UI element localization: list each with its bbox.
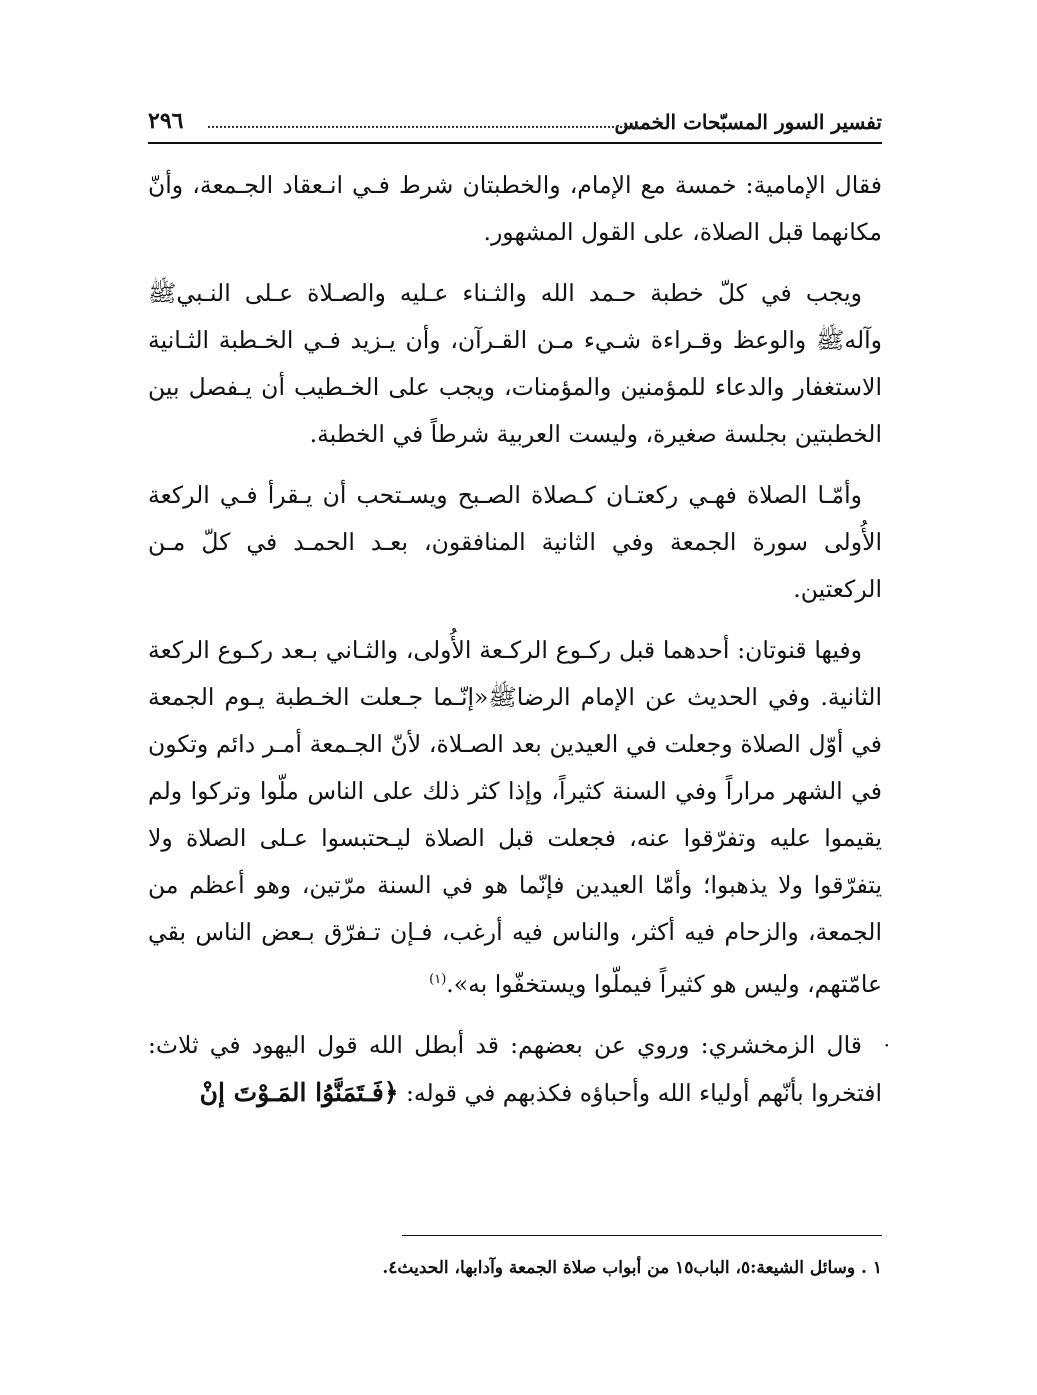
paragraph-5 xyxy=(148,1022,890,1117)
paragraph-5-text: قال الزمخشري: وروي عن بعضهم: قد أبطل الله قول اليهود في ثلاث: افتخروا بأنّهم أولياء الله وأحباؤه فكذبهم في قوله: xyxy=(148,1030,882,1107)
paragraph-1: فقال الإمامية: خمسة مع الإمام، والخطبتان شرط فـي انـعقاد الجـمعة، وأنّ مكانهما قبل الصلاة، على القول المشهور. xyxy=(148,171,882,246)
bullet-dot: · xyxy=(883,1032,890,1057)
running-header xyxy=(148,100,882,144)
page xyxy=(148,100,890,1300)
page-number: ٢٩٦ xyxy=(148,108,184,134)
paragraph-3: وأمّـا الصلاة فهـي ركعتـان كـصلاة الصـبح ويسـتحب أن يـقرأ فـي الركعة الأُولى سورة الجمعة وفي الثانية المنافقون، بعـد الحمـد في كلّ مـن الركعتين. xyxy=(148,481,882,603)
book-title: تفسير السور المسبّحات الخمس xyxy=(614,110,882,134)
quran-fragment: ﴿فَـتَمَنَّوُا المَـوْتَ إنْ xyxy=(199,1077,399,1107)
paragraph-2: ويجب في كلّ خطبة حـمد الله والثـناء عـليه والصـلاة عـلى النـبيﷺ وآلهﷺ والوعظ وقـراءة شـيء مـن القـرآن، وأن يـزيد فـي الخـطبة الثـانية الاستغفار والدعاء للمؤمنين والمؤمنات، ويجب على الخـطيب أن يـفصل بين الخطبتين بجلسة صغيرة، وليست العربية شرطاً في الخطبة. xyxy=(148,279,882,448)
footnote: ١ . وسائل الشيعة:٥، الباب١٥ من أبواب صلاة الجمعة وآدابها، الحديث٤. xyxy=(382,1258,882,1278)
body-text xyxy=(148,162,890,1131)
paragraph-4 xyxy=(148,627,882,1008)
header-leader-dots xyxy=(208,126,642,128)
paragraph-4-text: وفيها قنوتان: أحدهما قبل ركـوع الركـعة الأُولى، والثـاني بـعد ركـوع الركعة الثانية. وفي الحديث عن الإمام الرضاﷺ«إنّـما جـعلت الخـطبة يـوم الجمعة في أوّل الصلاة وجعلت في العيدين بعد الصـلاة، لأنّ الجـمعة أمـر دائم وتكون في الشهر مراراً وفي السنة كثيراً، وإذا كثر ذلك على الناس ملّوا وتركوا ولم يقيموا عليه وتفرّقوا عنه، فجعلت قبل الصلاة ليـحتبسوا عـلى الصلاة ولا يتفرّقوا ولا يذهبوا؛ وأمّا العيدين فإنّما هو في السنة مرّتين، وهو أعظم من الجمعة، والزحام فيه أكثر، والناس فيه أرغب، فـإن تـفرّق بـعض الناس بقي عامّتهم، وليس هو كثيراً فيملّوا ويستخفّوا به». xyxy=(148,636,882,998)
footnote-marker: (١) xyxy=(429,972,447,987)
footnote-separator xyxy=(402,1235,882,1236)
